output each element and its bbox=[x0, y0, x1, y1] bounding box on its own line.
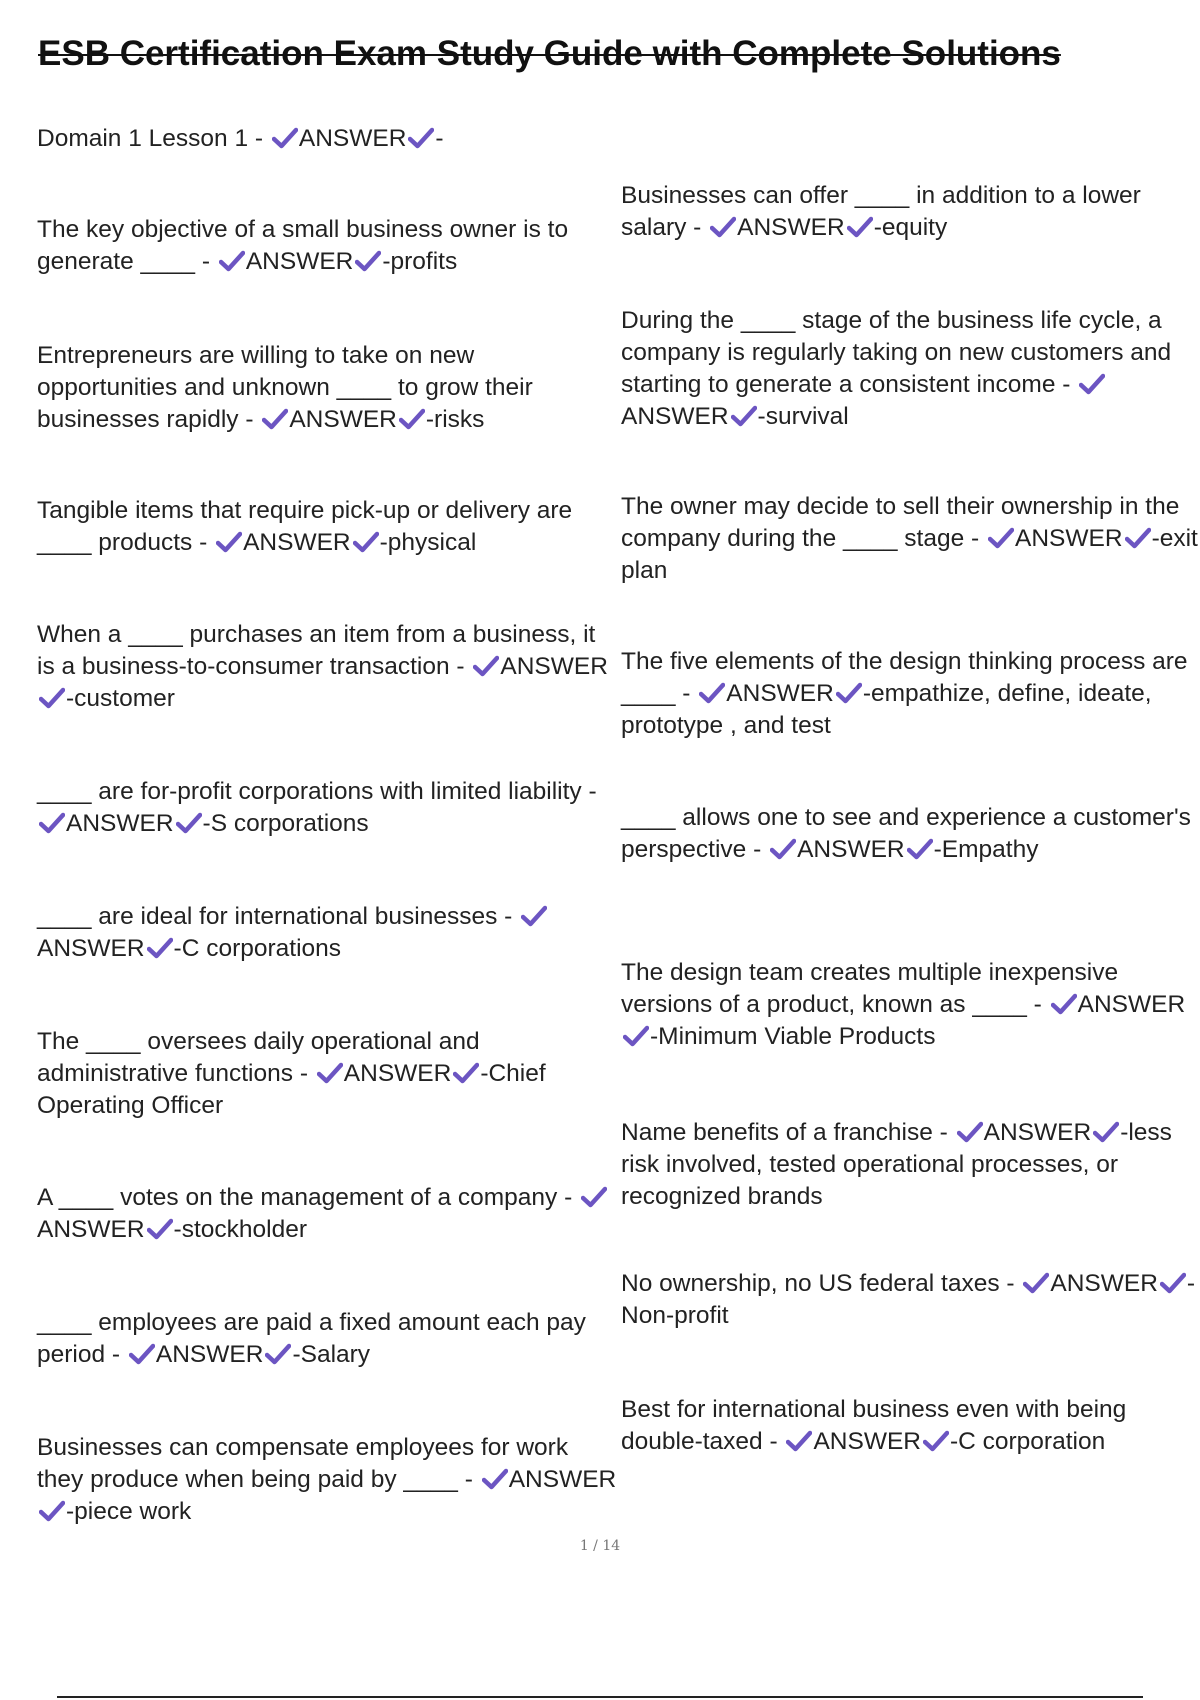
qa-item bbox=[621, 1117, 1200, 1213]
qa-item bbox=[621, 180, 1200, 244]
checkmark-icon bbox=[1093, 1121, 1119, 1143]
checkmark-icon bbox=[272, 127, 298, 149]
checkmark-icon bbox=[623, 1025, 649, 1047]
checkmark-icon bbox=[907, 838, 933, 860]
checkmark-icon bbox=[355, 250, 381, 272]
answer-label: ANSWER bbox=[298, 125, 407, 152]
qa-item bbox=[37, 776, 617, 840]
qa-item bbox=[37, 619, 617, 715]
answer-label: ANSWER bbox=[983, 1119, 1092, 1146]
answer-text: -piece work bbox=[66, 1498, 192, 1525]
checkmark-icon bbox=[408, 127, 434, 149]
footer-divider bbox=[57, 1696, 1143, 1698]
answer-label: ANSWER bbox=[500, 653, 608, 680]
question-text: When a ____ purchases an item from a business, it is a business-to-consumer transaction - bbox=[37, 621, 596, 680]
answer-text: -exit plan bbox=[621, 525, 1198, 584]
checkmark-icon bbox=[923, 1430, 949, 1452]
checkmark-icon bbox=[988, 527, 1014, 549]
answer-label: ANSWER bbox=[813, 1428, 921, 1455]
checkmark-icon bbox=[847, 216, 873, 238]
checkmark-icon bbox=[1125, 527, 1151, 549]
question-text: During the ____ stage of the business life cycle, a company is regularly taking on new customers and starting to generate a consistent income - bbox=[621, 307, 1172, 398]
question-text: The five elements of the design thinking process are ____ - bbox=[621, 648, 1188, 707]
answer-label: ANSWER bbox=[37, 935, 145, 962]
qa-item bbox=[621, 802, 1200, 866]
answer-label: ANSWER bbox=[797, 836, 905, 863]
answer-label: ANSWER bbox=[66, 810, 174, 837]
qa-item bbox=[37, 1307, 617, 1371]
question-text: Domain 1 Lesson 1 - bbox=[37, 125, 270, 152]
checkmark-icon bbox=[39, 1500, 65, 1522]
question-text: Tangible items that require pick-up or delivery are ____ products - bbox=[37, 497, 573, 556]
qa-item bbox=[621, 1394, 1200, 1458]
checkmark-icon bbox=[957, 1121, 983, 1143]
checkmark-icon bbox=[399, 408, 425, 430]
qa-item bbox=[621, 1268, 1200, 1332]
question-text: Businesses can compensate employees for work they produce when being paid by ____ - bbox=[37, 1434, 569, 1493]
question-text: The owner may decide to sell their ownership in the company during the ____ stage - bbox=[621, 493, 1180, 552]
question-text: The design team creates multiple inexpensive versions of a product, known as ____ - bbox=[621, 959, 1119, 1018]
question-text: ____ allows one to see and experience a customer's perspective - bbox=[621, 804, 1191, 863]
answer-text: -less risk involved, tested operational processes, or recognized brands bbox=[621, 1119, 1172, 1210]
answer-text: -C corporation bbox=[949, 1428, 1106, 1455]
checkmark-icon bbox=[1079, 373, 1105, 395]
answer-label: ANSWER bbox=[155, 1341, 264, 1368]
qa-item bbox=[621, 491, 1200, 587]
checkmark-icon bbox=[699, 682, 725, 704]
answer-text: -Chief Operating Officer bbox=[37, 1060, 546, 1119]
qa-item bbox=[37, 1432, 617, 1528]
answer-label: ANSWER bbox=[245, 248, 354, 275]
question-text: The key objective of a small business owner is to generate ____ - bbox=[37, 216, 569, 275]
checkmark-icon bbox=[353, 531, 379, 553]
document-title: ESB Certification Exam Study Guide with Complete Solutions bbox=[38, 34, 1061, 73]
answer-text: -C corporations bbox=[173, 935, 342, 962]
qa-item bbox=[37, 495, 617, 559]
answer-label: ANSWER bbox=[1015, 525, 1123, 552]
question-text: Entrepreneurs are willing to take on new opportunities and unknown ____ to grow their businesses rapidly - bbox=[37, 342, 533, 433]
answer-text: -equity bbox=[873, 214, 948, 241]
checkmark-icon bbox=[710, 216, 736, 238]
checkmark-icon bbox=[1051, 993, 1077, 1015]
checkmark-icon bbox=[482, 1468, 508, 1490]
answer-text: -Non-profit bbox=[621, 1270, 1196, 1329]
checkmark-icon bbox=[147, 937, 173, 959]
checkmark-icon bbox=[219, 250, 245, 272]
answer-text: -Salary bbox=[292, 1341, 371, 1368]
answer-label: ANSWER bbox=[1077, 991, 1186, 1018]
checkmark-icon bbox=[786, 1430, 812, 1452]
question-text: Best for international business even with being double-taxed - bbox=[621, 1396, 1127, 1455]
qa-item bbox=[37, 214, 617, 278]
page-number: 1 / 14 bbox=[579, 1538, 621, 1554]
answer-label: ANSWER bbox=[243, 529, 351, 556]
answer-label: ANSWER bbox=[1050, 1270, 1158, 1297]
checkmark-icon bbox=[1160, 1272, 1186, 1294]
question-text: ____ are for-profit corporations with limited liability - bbox=[37, 778, 597, 805]
answer-text: -risks bbox=[425, 406, 485, 433]
checkmark-icon bbox=[731, 405, 757, 427]
answer-label: ANSWER bbox=[343, 1060, 452, 1087]
qa-item bbox=[37, 1182, 617, 1246]
answer-text: -Minimum Viable Products bbox=[650, 1023, 936, 1050]
answer-label: ANSWER bbox=[726, 680, 834, 707]
question-text: Name benefits of a franchise - bbox=[621, 1119, 955, 1146]
answer-label: ANSWER bbox=[621, 403, 729, 430]
checkmark-icon bbox=[473, 655, 499, 677]
checkmark-icon bbox=[770, 838, 796, 860]
answer-text: -empathize, define, ideate, prototype , and test bbox=[621, 680, 1152, 739]
checkmark-icon bbox=[1023, 1272, 1049, 1294]
answer-text: -Empathy bbox=[933, 836, 1039, 863]
qa-item bbox=[621, 305, 1200, 433]
checkmark-icon bbox=[262, 408, 288, 430]
qa-item bbox=[37, 123, 617, 155]
checkmark-icon bbox=[216, 531, 242, 553]
qa-item bbox=[621, 957, 1200, 1053]
qa-item bbox=[621, 646, 1200, 742]
answer-text: -survival bbox=[757, 403, 849, 430]
answer-label: ANSWER bbox=[737, 214, 845, 241]
checkmark-icon bbox=[147, 1218, 173, 1240]
checkmark-icon bbox=[39, 812, 65, 834]
question-text: No ownership, no US federal taxes - bbox=[621, 1270, 1022, 1297]
answer-text: -S corporations bbox=[202, 810, 369, 837]
checkmark-icon bbox=[836, 682, 862, 704]
question-text: ____ employees are paid a fixed amount each pay period - bbox=[37, 1309, 586, 1368]
question-text: Businesses can offer ____ in addition to a lower salary - bbox=[621, 182, 1141, 241]
checkmark-icon bbox=[129, 1343, 155, 1365]
qa-item bbox=[37, 340, 617, 436]
checkmark-icon bbox=[521, 905, 547, 927]
answer-label: ANSWER bbox=[508, 1466, 617, 1493]
answer-text: -stockholder bbox=[173, 1216, 307, 1243]
checkmark-icon bbox=[176, 812, 202, 834]
question-text: A ____ votes on the management of a company - bbox=[37, 1184, 580, 1211]
checkmark-icon bbox=[317, 1062, 343, 1084]
answer-text: - bbox=[435, 125, 444, 152]
checkmark-icon bbox=[39, 687, 65, 709]
answer-text: -physical bbox=[379, 529, 477, 556]
answer-text: -profits bbox=[382, 248, 458, 275]
checkmark-icon bbox=[265, 1343, 291, 1365]
question-text: ____ are ideal for international businesses - bbox=[37, 903, 520, 930]
checkmark-icon bbox=[453, 1062, 479, 1084]
checkmark-icon bbox=[581, 1186, 607, 1208]
qa-item bbox=[37, 901, 617, 965]
question-text: The ____ oversees daily operational and administrative functions - bbox=[37, 1028, 480, 1087]
answer-label: ANSWER bbox=[289, 406, 397, 433]
qa-item bbox=[37, 1026, 617, 1122]
answer-text: -customer bbox=[66, 685, 175, 712]
answer-label: ANSWER bbox=[37, 1216, 145, 1243]
